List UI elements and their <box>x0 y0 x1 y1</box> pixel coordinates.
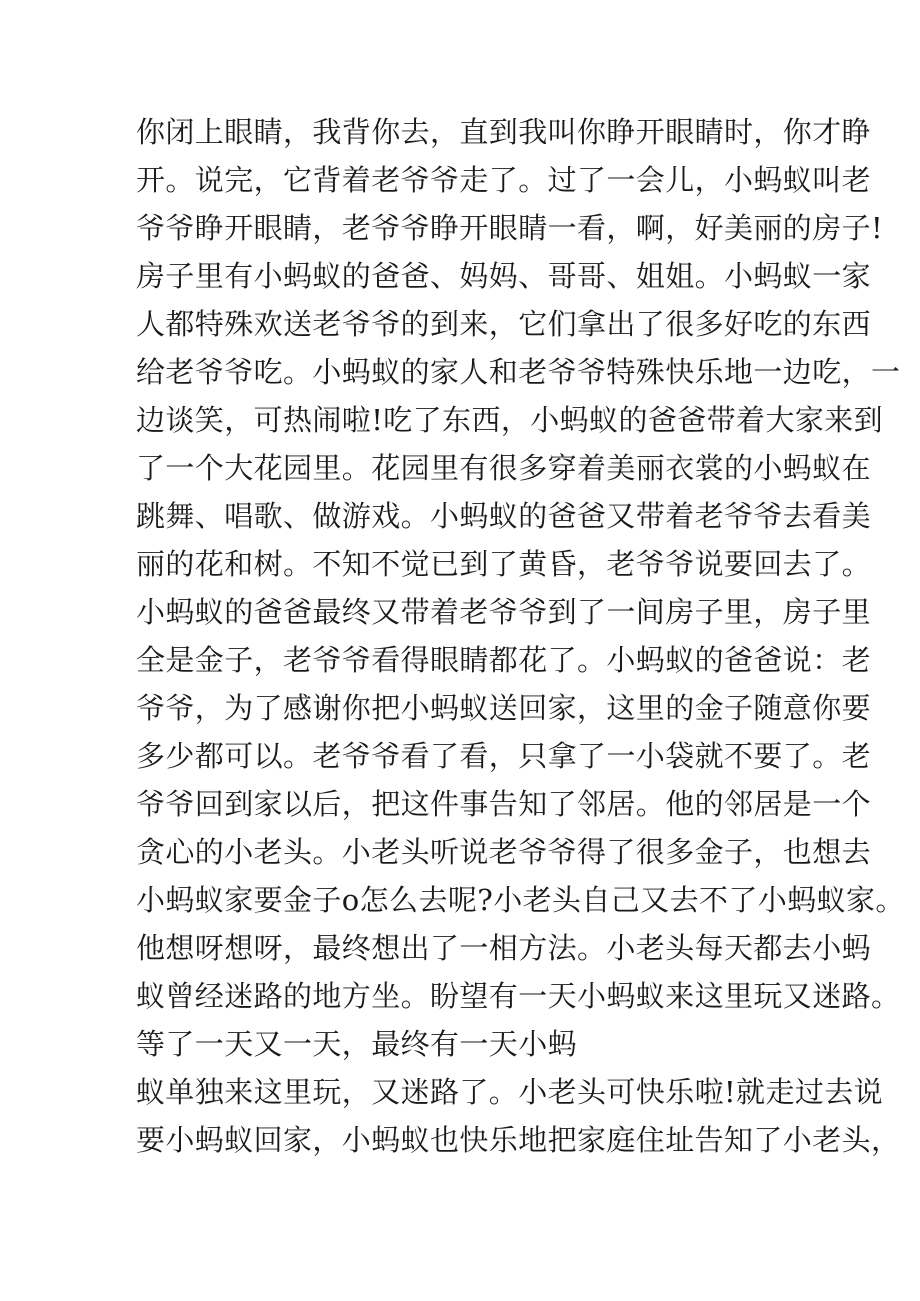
text-line: 他想呀想呀，最终想出了一相方法。小老头每天都去小蚂 <box>136 931 872 965</box>
text-line: 开。说完，它背着老爷爷走了。过了一会儿，小蚂蚁叫老 <box>136 163 872 197</box>
text-line: 小蚂蚁的爸爸最终又带着老爷爷到了一间房子里，房子里 <box>136 595 872 629</box>
text-line: 爷爷回到家以后，把这件事告知了邻居。他的邻居是一个 <box>136 787 872 821</box>
text-line: 要小蚂蚁回家，小蚂蚁也快乐地把家庭住址告知了小老头， <box>136 1123 901 1157</box>
text-line: 蚁单独来这里玩，又迷路了。小老头可快乐啦!就走过去说 <box>136 1075 884 1109</box>
text-line: 人都特殊欢送老爷爷的到来，它们拿出了很多好吃的东西 <box>136 307 872 341</box>
text-line: 蚁曾经迷路的地方坐。盼望有一天小蚂蚁来这里玩又迷路。 <box>136 979 901 1013</box>
text-line: 贪心的小老头。小老头听说老爷爷得了很多金子，也想去 <box>136 835 872 869</box>
text-line: 丽的花和树。不知不觉已到了黄昏，老爷爷说要回去了。 <box>136 547 872 581</box>
text-line: 爷爷，为了感谢你把小蚂蚁送回家，这里的金子随意你要 <box>136 691 872 725</box>
text-line: 等了一天又一天，最终有一天小蚂 <box>136 1027 578 1061</box>
text-line: 边谈笑，可热闹啦!吃了东西，小蚂蚁的爸爸带着大家来到 <box>136 403 884 437</box>
story-text <box>136 108 905 1164</box>
text-line: 给老爷爷吃。小蚂蚁的家人和老爷爷特殊快乐地一边吃，一 <box>136 355 901 389</box>
text-line: 全是金子，老爷爷看得眼睛都花了。小蚂蚁的爸爸说：老 <box>136 643 872 677</box>
text-line: 爷爷睁开眼睛，老爷爷睁开眼睛一看，啊，好美丽的房子! <box>136 211 884 245</box>
text-line: 多少都可以。老爷爷看了看，只拿了一小袋就不要了。老 <box>136 739 872 773</box>
text-line: 你闭上眼睛，我背你去，直到我叫你睁开眼睛时，你才睁 <box>136 115 872 149</box>
text-line: 房子里有小蚂蚁的爸爸、妈妈、哥哥、姐姐。小蚂蚁一家 <box>136 259 872 293</box>
text-line: 小蚂蚁家要金子o怎么去呢?小老头自己又去不了小蚂蚁家。 <box>136 883 905 917</box>
text-line: 了一个大花园里。花园里有很多穿着美丽衣裳的小蚂蚁在 <box>136 451 872 485</box>
text-line: 跳舞、唱歌、做游戏。小蚂蚁的爸爸又带着老爷爷去看美 <box>136 499 872 533</box>
